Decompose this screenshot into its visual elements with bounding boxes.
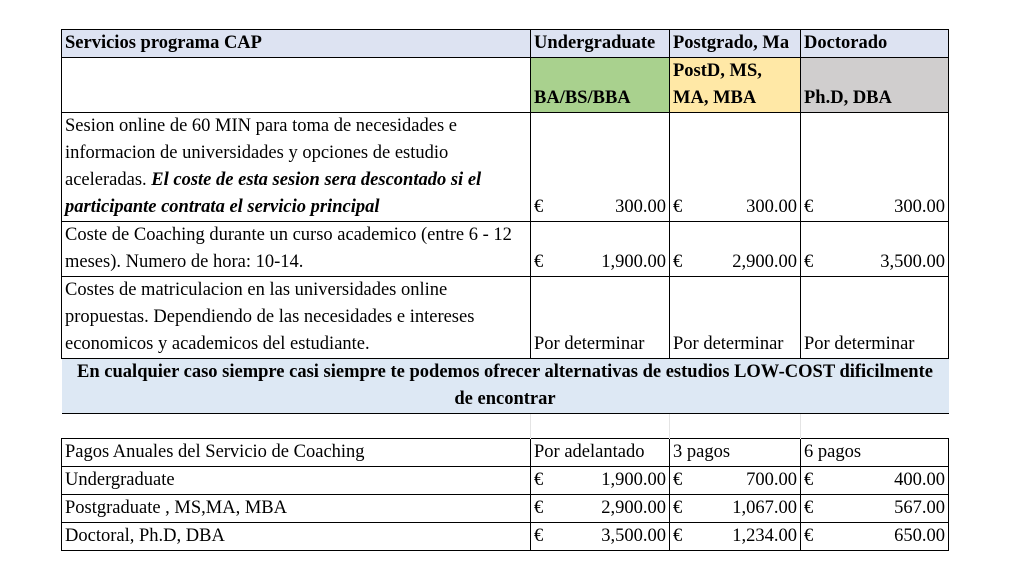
spacer-cell xyxy=(531,414,670,439)
price-cell xyxy=(670,222,801,277)
price-value: 300.00 xyxy=(894,197,945,217)
price-cell xyxy=(670,113,801,222)
service-emphasis: El coste de esta sesion sera descontado si el participante contrata el servicio principal xyxy=(65,170,482,217)
low-cost-note: En cualquier caso siempre casi siempre te podemos ofrecer alternativas de estudios LOW-COST dificilmente de encontrar xyxy=(62,359,949,414)
subheader-row xyxy=(62,58,949,113)
price-value: 300.00 xyxy=(615,197,666,217)
payments-header-upfront: Por adelantado xyxy=(531,439,670,467)
price-cell xyxy=(801,113,949,222)
header-postgrado: Postgrado, Ma xyxy=(670,30,801,58)
service-row xyxy=(62,113,949,222)
payment-cell xyxy=(801,523,949,551)
payment-cell xyxy=(801,467,949,495)
subheader-postgrado: PostD, MS, MA, MBA xyxy=(670,58,801,113)
currency-symbol: € xyxy=(534,470,544,490)
currency-symbol: € xyxy=(534,526,544,546)
payment-cell xyxy=(531,467,670,495)
currency-symbol: € xyxy=(673,498,683,518)
spacer-cell xyxy=(62,414,531,439)
payment-row xyxy=(62,467,949,495)
price-cell xyxy=(801,222,949,277)
header-row xyxy=(62,30,949,58)
currency-symbol: € xyxy=(673,252,683,272)
payment-label: Postgraduate , MS,MA, MBA xyxy=(62,495,531,523)
payment-value: 567.00 xyxy=(894,498,945,518)
payment-label: Doctoral, Ph.D, DBA xyxy=(62,523,531,551)
payment-cell xyxy=(670,523,801,551)
payment-cell xyxy=(670,495,801,523)
currency-symbol: € xyxy=(673,470,683,490)
payment-value: 650.00 xyxy=(894,526,945,546)
currency-symbol: € xyxy=(804,498,814,518)
payments-header-three: 3 pagos xyxy=(670,439,801,467)
payment-row xyxy=(62,495,949,523)
currency-symbol: € xyxy=(534,252,544,272)
payment-value: 400.00 xyxy=(894,470,945,490)
tuition-cell: Por determinar xyxy=(531,277,670,359)
header-doctorado: Doctorado xyxy=(801,30,949,58)
currency-symbol: € xyxy=(804,526,814,546)
service-description: Coste de Coaching durante un curso academico (entre 6 - 12 meses). Numero de hora: 10-14. xyxy=(62,222,531,277)
service-row xyxy=(62,222,949,277)
price-value: 3,500.00 xyxy=(880,252,945,272)
currency-symbol: € xyxy=(673,526,683,546)
service-description xyxy=(62,113,531,222)
payment-cell xyxy=(531,495,670,523)
payment-value: 1,067.00 xyxy=(732,498,797,518)
price-cell xyxy=(531,113,670,222)
tuition-cell: Por determinar xyxy=(801,277,949,359)
price-value: 2,900.00 xyxy=(732,252,797,272)
payment-value: 700.00 xyxy=(746,470,797,490)
subheader-empty xyxy=(62,58,531,113)
header-undergraduate: Undergraduate xyxy=(531,30,670,58)
service-row xyxy=(62,277,949,359)
price-value: 1,900.00 xyxy=(601,252,666,272)
payments-header-six: 6 pagos xyxy=(801,439,949,467)
currency-symbol: € xyxy=(534,197,544,217)
tuition-cell: Por determinar xyxy=(670,277,801,359)
payments-header-label: Pagos Anuales del Servicio de Coaching xyxy=(62,439,531,467)
payment-cell xyxy=(531,523,670,551)
spacer-row xyxy=(62,414,949,439)
spacer-cell xyxy=(801,414,949,439)
currency-symbol: € xyxy=(804,252,814,272)
currency-symbol: € xyxy=(673,197,683,217)
payment-row xyxy=(62,523,949,551)
service-description: Costes de matriculacion en las universidades online propuestas. Dependiendo de las necesidades e intereses economicos y academicos del estudiante. xyxy=(62,277,531,359)
payments-header-row xyxy=(62,439,949,467)
currency-symbol: € xyxy=(804,197,814,217)
spacer-cell xyxy=(670,414,801,439)
payment-value: 2,900.00 xyxy=(601,498,666,518)
pricing-table xyxy=(61,29,949,551)
payment-value: 1,900.00 xyxy=(601,470,666,490)
payment-value: 3,500.00 xyxy=(601,526,666,546)
currency-symbol: € xyxy=(804,470,814,490)
payment-cell xyxy=(801,495,949,523)
payment-label: Undergraduate xyxy=(62,467,531,495)
note-row xyxy=(62,359,949,414)
service-text: Sesion online de 60 MIN para toma de necesidades e informacion de universidades y opciones de estudio aceleradas. xyxy=(65,116,457,190)
pricing-sheet xyxy=(61,29,948,551)
header-services: Servicios programa CAP xyxy=(62,30,531,58)
subheader-undergraduate: BA/BS/BBA xyxy=(531,58,670,113)
subheader-doctorado: Ph.D, DBA xyxy=(801,58,949,113)
price-value: 300.00 xyxy=(746,197,797,217)
payment-cell xyxy=(670,467,801,495)
price-cell xyxy=(531,222,670,277)
payment-value: 1,234.00 xyxy=(732,526,797,546)
currency-symbol: € xyxy=(534,498,544,518)
